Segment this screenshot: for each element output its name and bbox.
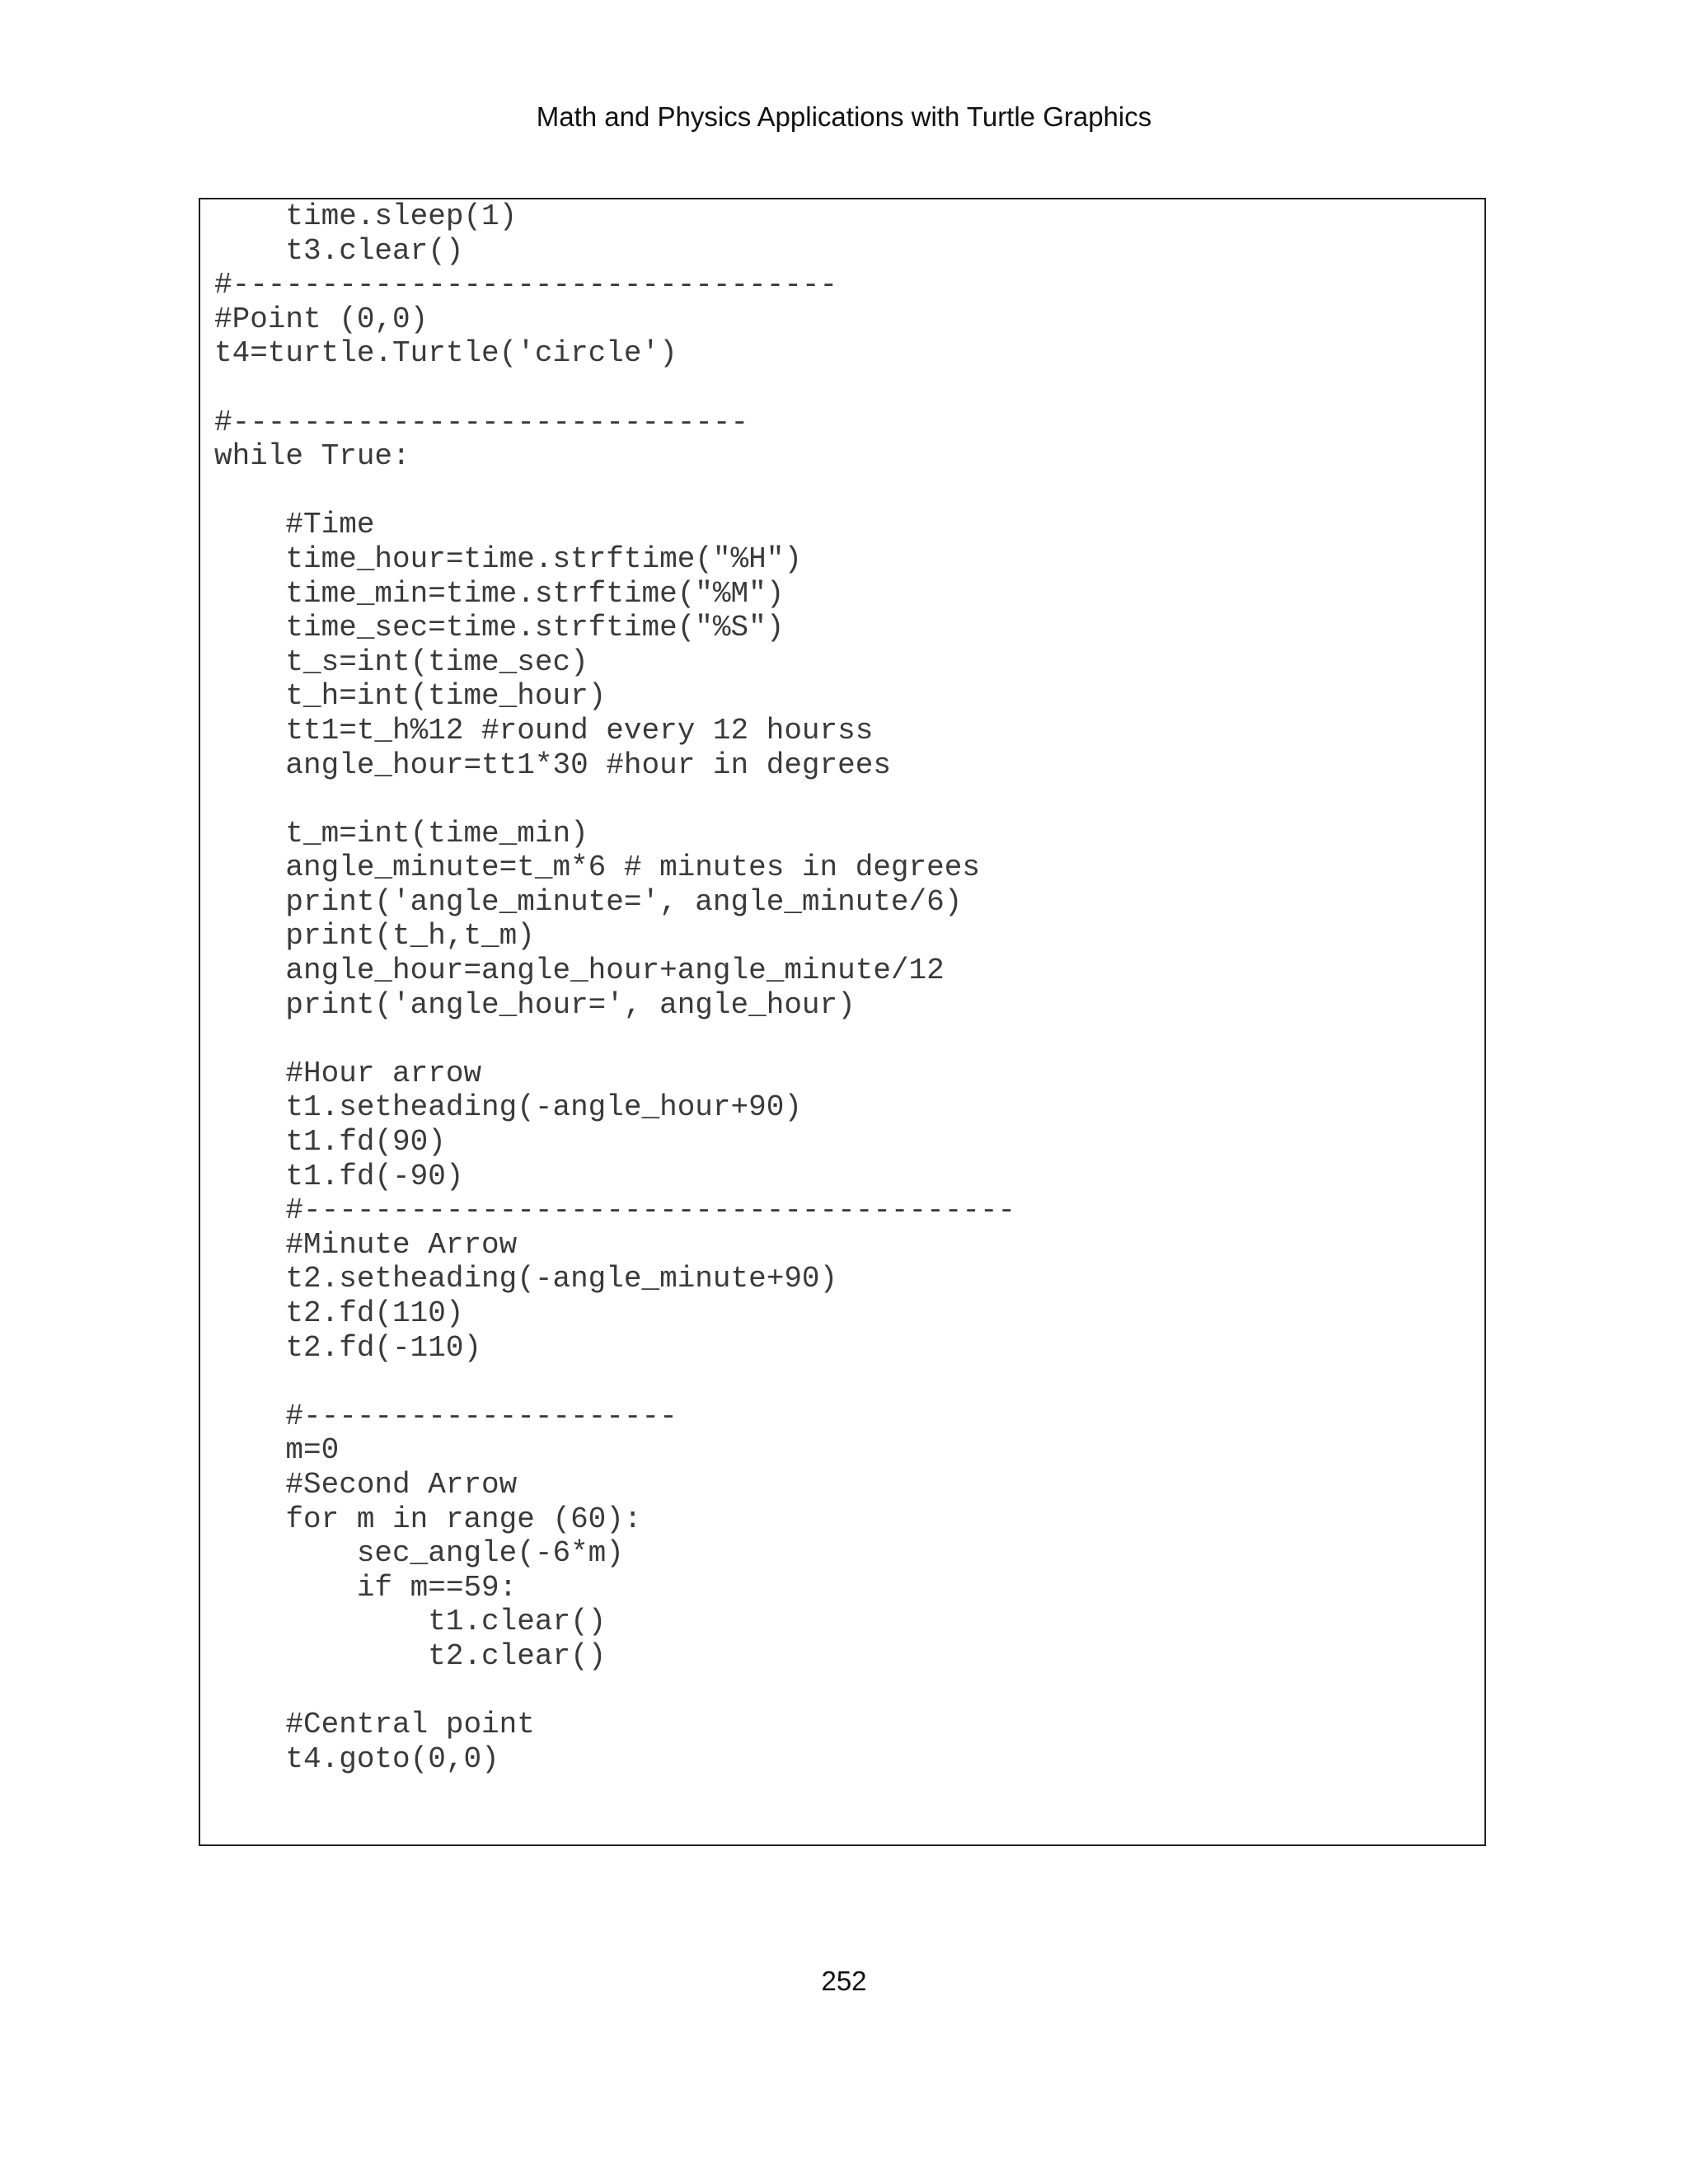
code-line: t2.fd(110) (214, 1296, 464, 1330)
code-line: #Central point (214, 1708, 535, 1742)
code-line: t4.goto(0,0) (214, 1741, 499, 1776)
code-line: m=0 (214, 1433, 340, 1468)
code-line: tt1=t_h%12 #round every 12 hourss (214, 713, 874, 748)
code-line: t2.clear() (214, 1638, 607, 1673)
code-line: for m in range (60): (214, 1502, 642, 1536)
code-listing-box (199, 198, 1486, 1846)
code-line: t1.fd(-90) (214, 1159, 464, 1193)
code-line: time_hour=time.strftime("%H") (214, 541, 802, 576)
code-line: #---------------------------------- (214, 268, 838, 302)
code-line: t2.setheading(-angle_minute+90) (214, 1262, 838, 1296)
code-line: #Second Arrow (214, 1467, 518, 1502)
code-line: t_m=int(time_min) (214, 816, 588, 851)
code-line (214, 1674, 1015, 1708)
code-line: sec_angle(-6*m) (214, 1536, 624, 1571)
code-line: time_sec=time.strftime("%S") (214, 611, 785, 645)
code-line: angle_hour=angle_hour+angle_minute/12 (214, 954, 945, 988)
code-line: #Point (0,0) (214, 302, 429, 336)
code-line: #Time (214, 508, 375, 542)
code-listing (214, 199, 1015, 1776)
code-line: t1.fd(90) (214, 1125, 446, 1160)
page-header: Math and Physics Applications with Turtle Graphics (536, 101, 1152, 132)
code-line: print('angle_hour=', angle_hour) (214, 987, 856, 1022)
code-line: t2.fd(-110) (214, 1330, 482, 1365)
code-line (214, 1022, 1015, 1057)
code-line: if m==59: (214, 1570, 518, 1605)
code-line: while True: (214, 439, 410, 474)
code-line: t_h=int(time_hour) (214, 679, 607, 714)
code-line: t1.clear() (214, 1605, 607, 1639)
code-line (214, 782, 1015, 817)
code-line: print('angle_minute=', angle_minute/6) (214, 884, 963, 919)
code-line: print(t_h,t_m) (214, 919, 535, 954)
page-number: 252 (821, 1966, 867, 1996)
code-line: #Minute Arrow (214, 1227, 518, 1262)
code-line: #--------------------- (214, 1399, 678, 1433)
code-line: #---------------------------------------- (214, 1193, 1016, 1228)
code-line: #Hour arrow (214, 1056, 482, 1090)
code-line (214, 1365, 1015, 1399)
code-line (214, 371, 1015, 405)
code-line: t3.clear() (214, 233, 464, 268)
code-line: t_s=int(time_sec) (214, 644, 588, 679)
code-line: angle_hour=tt1*30 #hour in degrees (214, 748, 891, 782)
code-line: time.sleep(1) (214, 199, 518, 233)
code-line (214, 474, 1015, 509)
code-line: t4=turtle.Turtle('circle') (214, 336, 678, 371)
code-line: time_min=time.strftime("%M") (214, 576, 785, 611)
code-line: angle_minute=t_m*6 # minutes in degrees (214, 851, 980, 885)
code-line: #----------------------------- (214, 405, 749, 439)
code-line: t1.setheading(-angle_hour+90) (214, 1090, 802, 1125)
